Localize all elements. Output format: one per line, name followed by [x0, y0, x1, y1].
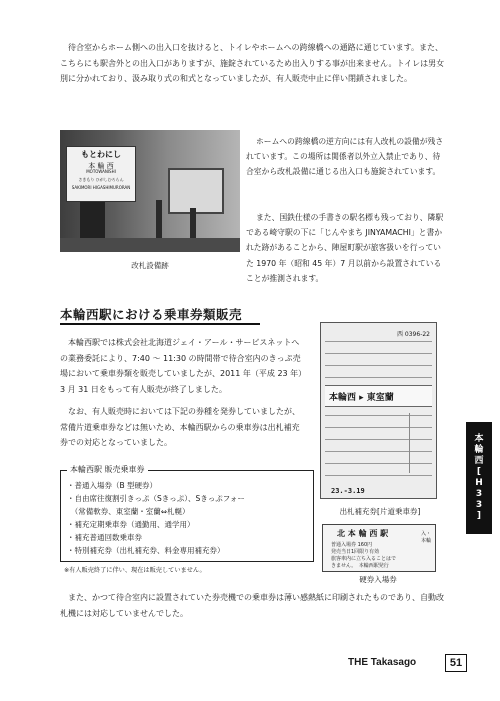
- sales-paragraph: 本輪西駅では株式会社北海道ジェイ・アール・サービスネットへの業務委託により、7:40 〜 11:30 の時間帯で待合室内のきっぷ売場において乗車券類を販売していましたが、2011 年（平成 23 年）3 月 31 日をもって有人販売が終了しました。: [60, 338, 303, 394]
- ticket-list-title: 本輪西駅 販売乗車券: [67, 464, 148, 475]
- side-tab-label: 本 輪 西 [ H 3 3 ]: [474, 434, 484, 521]
- list-item: ・自由席往復割引きっぷ（Sきっぷ）、Sきっぷフォー: [67, 494, 245, 503]
- list-item: ・特別補充券（出札補充券、料金専用補充券）: [67, 546, 225, 555]
- page-number: 51: [445, 654, 467, 672]
- ticket-types-paragraph: なお、有人販売時においては下記の券種を発券していましたが、常備片道乗車券などは無いため、本輪西駅からの乗車券は出札補充券での対応となっていました。: [60, 407, 300, 447]
- platform-ticket-image: 北 本 輪 西 駅 普通入場券 160円 発売当日1回限り有効 旅客車内に立ち入ることはで きません。 本輪西駅発行 入・本輪: [322, 524, 436, 572]
- section-side-tab: [466, 422, 492, 534]
- ticket-gate-photo: [60, 130, 240, 252]
- supplementary-ticket-image: [320, 322, 437, 499]
- closing-paragraph: また、かつて待合室内に設置されていた券売機での乗車券は薄い感熱紙に印刷されたものであり、自動改札機には対応していませんでした。: [60, 593, 444, 618]
- ticket-number: 西 0396-22: [397, 331, 430, 338]
- ticket-list: [67, 479, 245, 557]
- intro-paragraph: 待合室からホーム側への出入口を抜けると、トイレやホームへの跨線橋への通路に通じています。また、こちらにも駅舎外との出入口がありますが、施錠されているため出入りする事が出来ません。トイレは男女別に分かれており、汲み取り式の和式となっていましたが、有人販売中止に伴い閉鎖されました。: [60, 43, 445, 83]
- platform-ticket-station: 北 本 輪 西 駅: [337, 529, 389, 538]
- footnote: ※有人販売終了に伴い、現在は販売していません。: [64, 567, 206, 574]
- gate-paragraph: ホームへの跨線橋の逆方向には有人改札の設備が残されています。この場所は関係者以外立入禁止であり、待合室から改札設備に通じる出入口も施錠されています。: [246, 137, 444, 177]
- sign-paragraph: また、国鉄仕様の手書きの駅名標も残っており、隣駅である崎守駅の下に「じんやまち JINYAMACHI」と書かれた跡があることから、陣屋町駅が旅客扱いを行っていた 1970 年（昭和 45 年）7 月以前から設置されていることが推測されます。: [246, 213, 444, 283]
- list-item: （常備軟券、東室蘭・室蘭⇔札幌）: [67, 507, 190, 516]
- supplementary-ticket-caption: 出札補充券[片道乗車券]: [339, 507, 421, 516]
- platform-ticket-caption: 硬券入場券: [359, 575, 397, 584]
- heading-underline: [60, 323, 260, 325]
- station-name-sign: もとわにし 本 輪 西 MOTOWANISHI さきもり ひがしむろらん SAKIMORI HIGASHIMURORAN: [66, 146, 136, 202]
- section-heading: 本輪西駅における乗車券類販売: [60, 307, 243, 322]
- list-item: ・補充普通回数乗車券: [67, 533, 142, 542]
- ticket-date: 23.-3.19: [331, 487, 365, 495]
- footer-brand: THE Takasago: [348, 657, 417, 668]
- ticket-list-box: [60, 465, 314, 562]
- list-item: ・普通入場券（B 型硬券）: [67, 481, 158, 490]
- ticket-route: 本輪西 ▸ 東室蘭: [329, 393, 394, 403]
- list-item: ・補充定期乗車券（通勤用、通学用）: [67, 520, 195, 529]
- photo-caption: 改札設備跡: [131, 261, 169, 270]
